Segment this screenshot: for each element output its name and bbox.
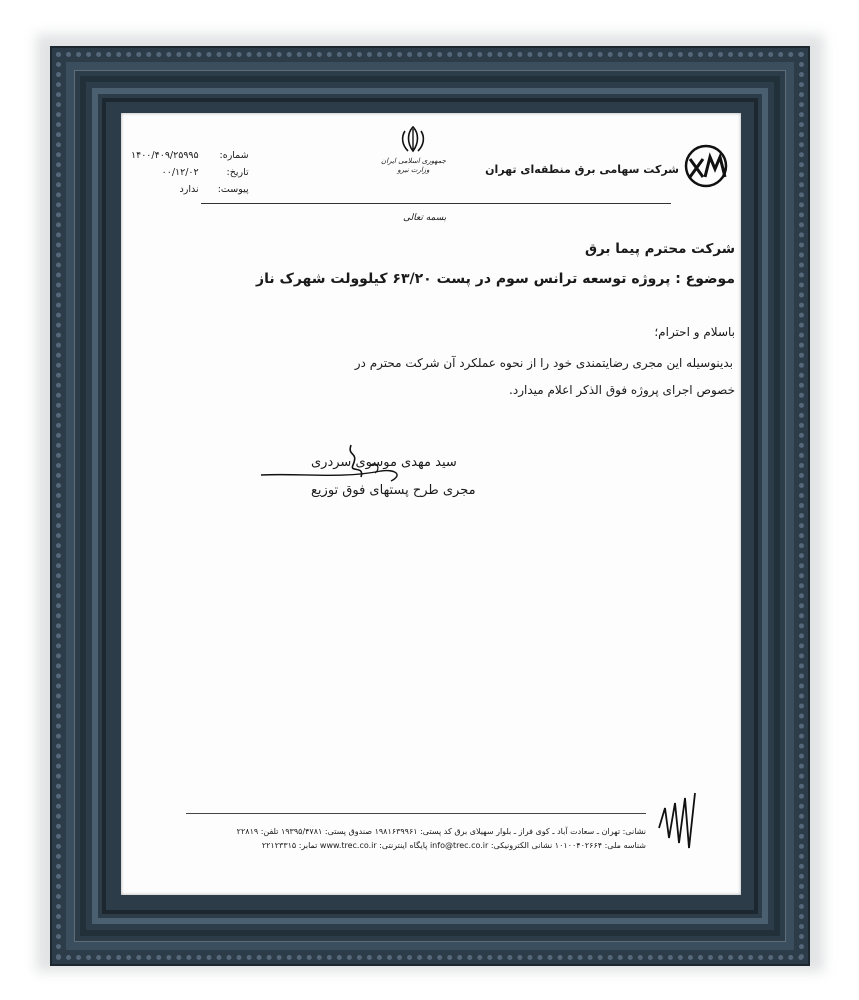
date-value: ۰۰/۱۲/۰۲ bbox=[161, 167, 199, 178]
recipient: شرکت محترم پیما برق bbox=[584, 241, 735, 257]
signer-title: مجری طرح پستهای فوق توزیع bbox=[311, 483, 476, 498]
bismillah: بسمه تعالی bbox=[403, 213, 447, 223]
letter-document bbox=[121, 113, 741, 895]
body-line-1: بدینوسیله این مجری رضایتمندی خود را از نحوه عملکرد آن شرکت محترم در bbox=[354, 356, 733, 370]
footer-logo-icon bbox=[657, 788, 697, 858]
subject-line: موضوع : پروژه توسعه ترانس سوم در پست ۶۳/۲۰ کیلوولت شهرک ناز bbox=[256, 271, 735, 287]
greeting: باسلام و احترام؛ bbox=[654, 325, 735, 339]
footer-address: نشانی: تهران ـ سعادت آباد ـ کوی فراز ـ بلوار سهیلای برق کد پستی: ۱۹۸۱۶۳۹۹۶۱ صندوق پستی: ۱۹۳۹۵/۴۷۸۱ تلفن: ۲۲۸۱۹ bbox=[236, 827, 646, 836]
footer-divider bbox=[186, 813, 646, 814]
date-label: تاریخ: bbox=[226, 167, 249, 178]
number-value: ۱۴۰۰/۴۰۹/۲۵۹۹۵ bbox=[131, 150, 199, 161]
iran-emblem-icon bbox=[393, 125, 433, 155]
letter-meta bbox=[131, 147, 249, 198]
company-name: شرکت سهامی برق منطقه‌ای تهران bbox=[485, 163, 679, 176]
company-logo-icon bbox=[681, 143, 731, 189]
header-divider bbox=[201, 203, 671, 204]
body-line-2: خصوص اجرای پروژه فوق الذکر اعلام میدارد. bbox=[509, 383, 735, 397]
footer-contact: شناسه ملی: ۱۰۱۰۰۴۰۲۶۶۴ نشانی الکترونیکی: info@trec.co.ir پایگاه اینترنتی: www.trec.co.ir تمابر: ۲۲۱۲۳۳۱۵ bbox=[261, 841, 646, 850]
attachment-label: پیوست: bbox=[217, 184, 249, 195]
attachment-value: ندارد bbox=[179, 184, 199, 195]
number-label: شماره: bbox=[219, 150, 249, 161]
signer-name: سید مهدی موسوی سردری bbox=[311, 455, 457, 470]
handwritten-signature bbox=[221, 435, 451, 515]
emblem-caption: جمهوری اسلامی ایران وزارت نیرو bbox=[381, 157, 446, 174]
